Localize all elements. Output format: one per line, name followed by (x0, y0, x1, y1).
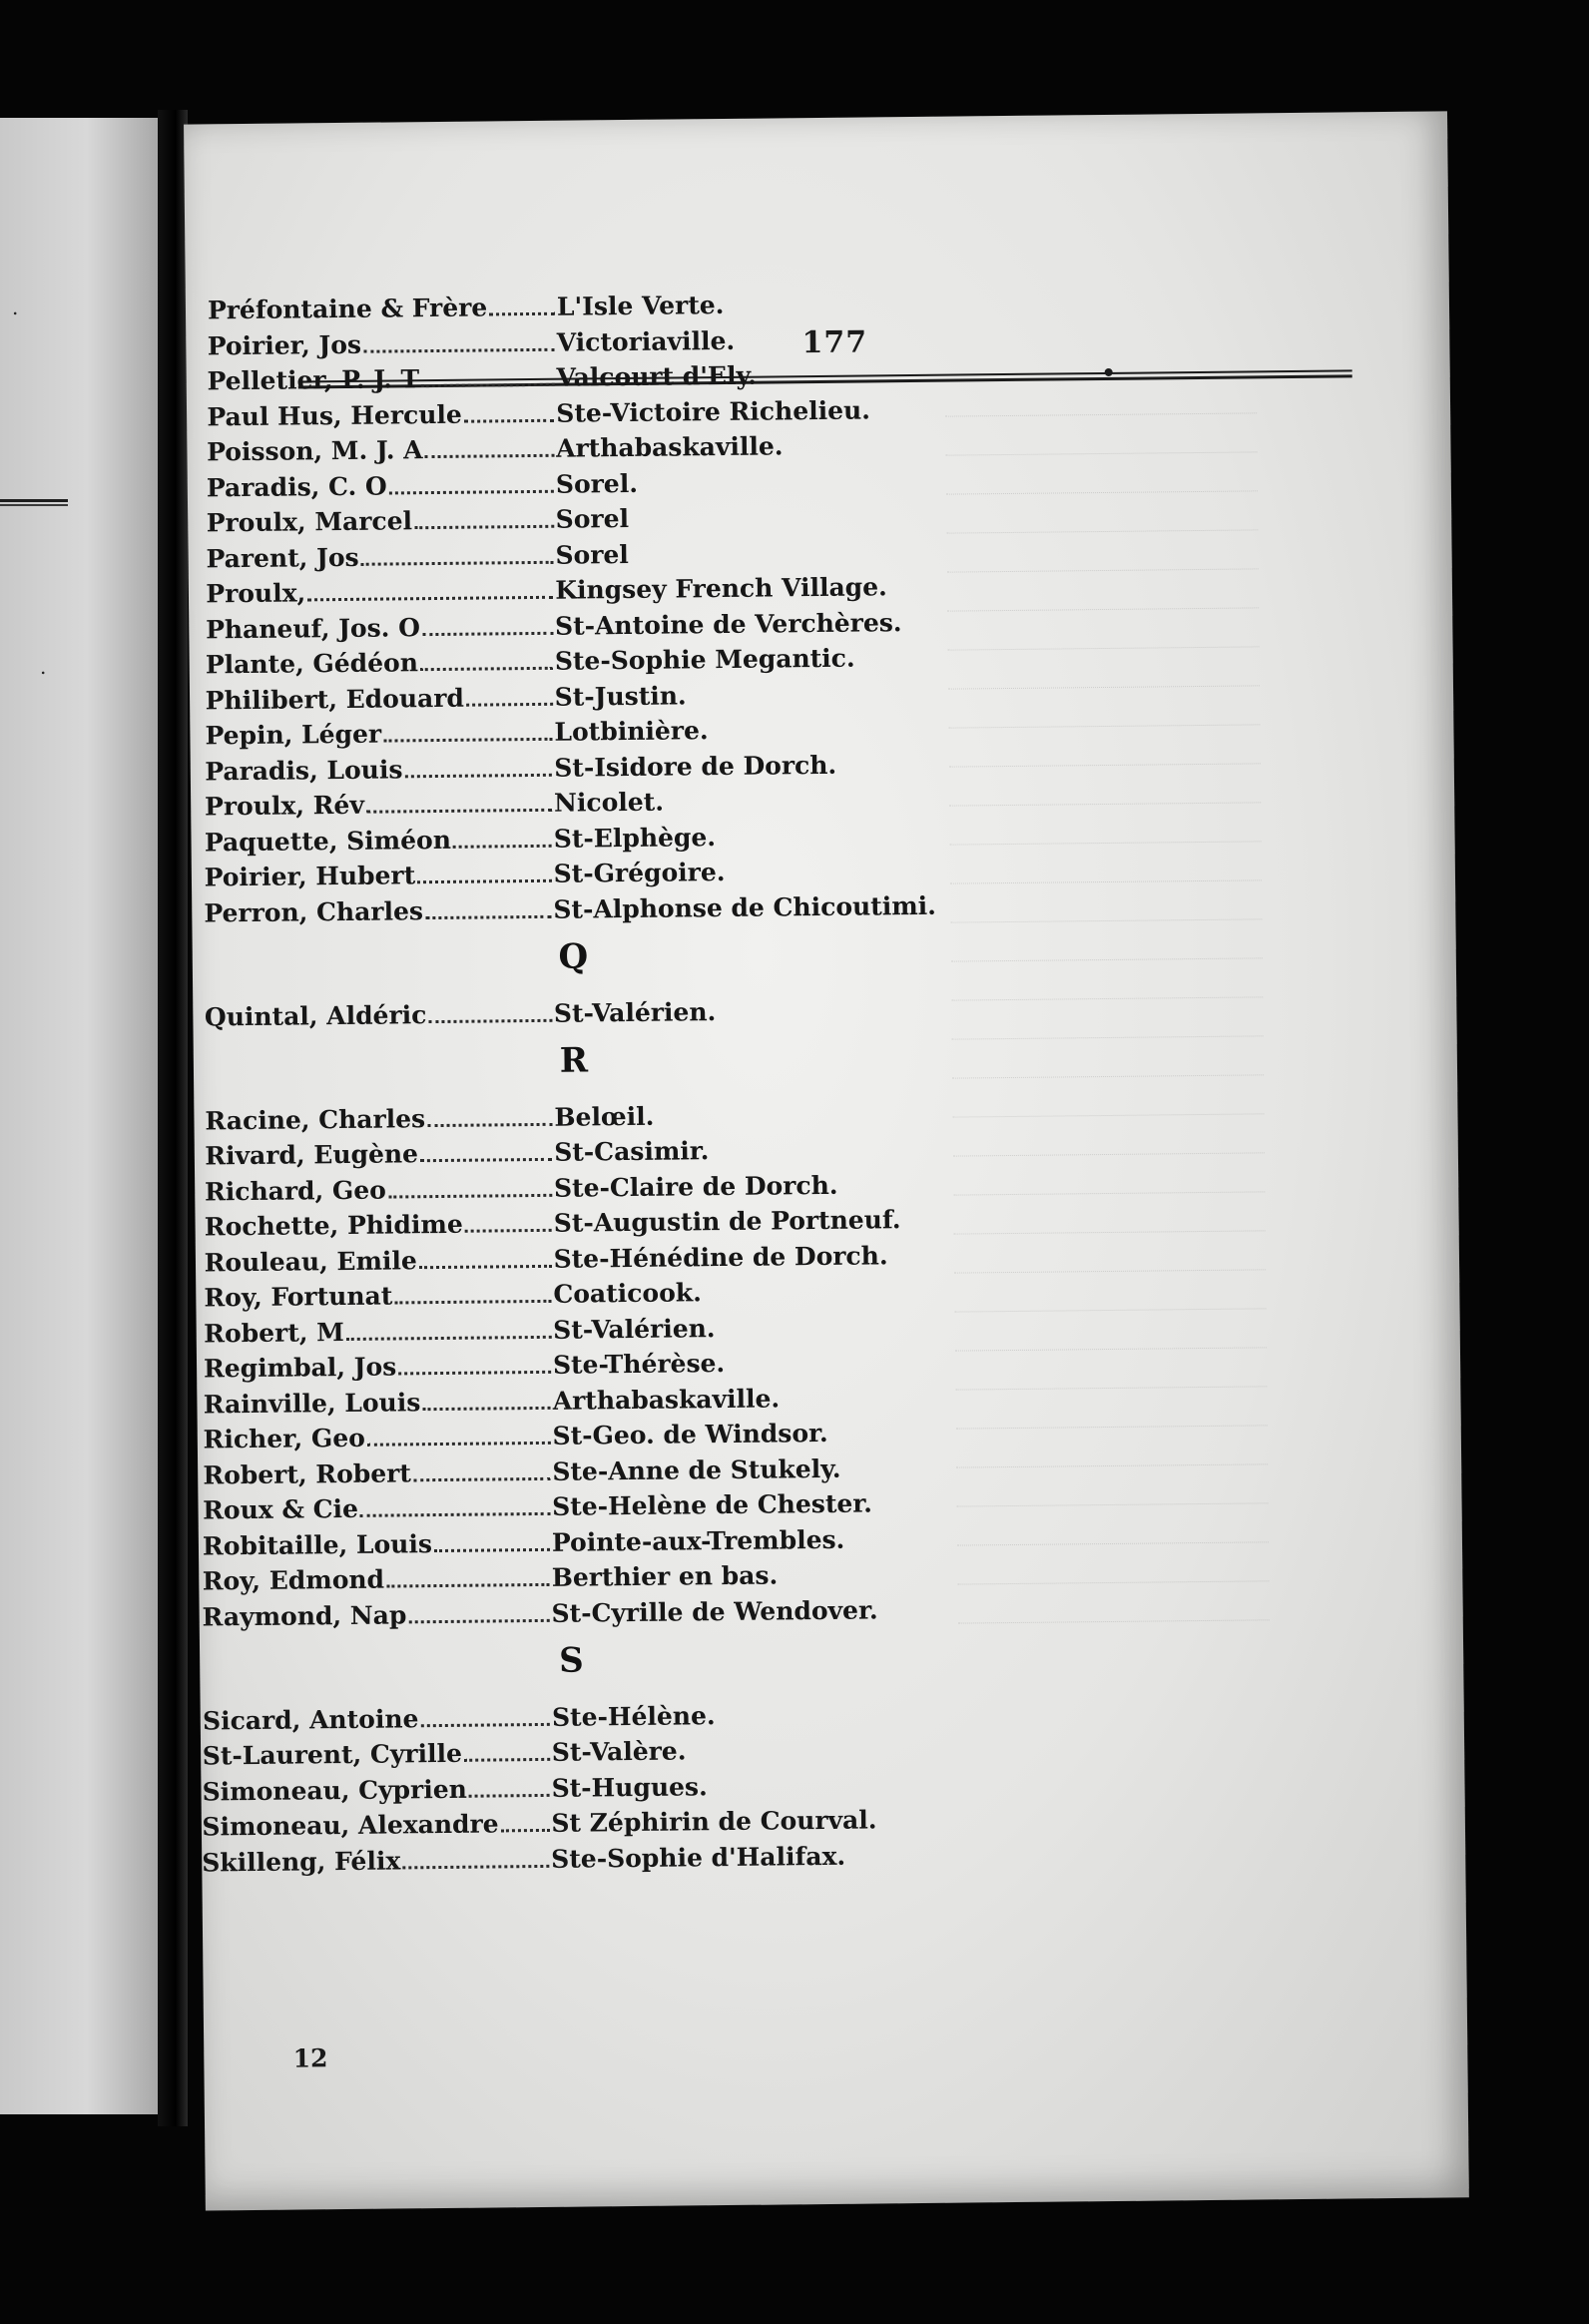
entry-name: Richer, Geo (203, 1423, 366, 1454)
entry-name: Roy, Fortunat (204, 1281, 393, 1313)
entry-place: Sorel (555, 539, 629, 570)
entry-name: Phaneuf, Jos. O (205, 612, 421, 644)
directory-entry (208, 288, 986, 325)
entry-name: Robitaille, Louis (202, 1528, 433, 1561)
entry-name: Paradis, C. O (206, 471, 387, 502)
entry-place: Kingsey French Village. (555, 572, 887, 605)
directory-entry (205, 1133, 983, 1171)
entry-place: St-Augustin de Portneuf. (553, 1205, 901, 1238)
entry-name: Racine, Charles (205, 1103, 426, 1135)
directory-entry (202, 1804, 980, 1842)
dot-leader (453, 844, 552, 848)
dot-leader (307, 596, 553, 602)
dot-leader (398, 1371, 551, 1376)
entry-name: Proulx, Marcel (206, 506, 413, 538)
entry-place: Ste-Sophie Megantic. (554, 643, 855, 676)
directory-entry (203, 1487, 981, 1525)
entry-name: Parent, Jos (206, 542, 359, 573)
directory-entry (203, 1417, 981, 1454)
entry-place: Sorel. (555, 468, 639, 499)
dot-leader (419, 1264, 552, 1268)
show-through (945, 410, 1479, 1813)
directory-entry (207, 394, 985, 432)
entry-name: Rainville, Louis (203, 1387, 421, 1419)
entry-place: St-Valérien. (553, 996, 717, 1028)
dot-leader (465, 1229, 552, 1233)
directory-entry (203, 1698, 981, 1736)
entry-name: Raymond, Nap (202, 1599, 407, 1632)
directory-entry (204, 1240, 982, 1278)
directory-entry (203, 1452, 981, 1490)
dot-leader (421, 383, 554, 387)
page-number: 177 (801, 324, 868, 361)
adjacent-page-rule (0, 499, 68, 506)
entry-name: Simoneau, Alexandre (202, 1809, 499, 1842)
section-letter: S (558, 1640, 584, 1681)
directory-entry (205, 820, 983, 858)
dot-leader (464, 1758, 550, 1762)
entry-place: L'Isle Verte. (556, 290, 725, 321)
entry-place: Ste-Helène de Chester. (551, 1488, 873, 1521)
dot-leader (414, 525, 554, 529)
entry-place: St-Justin. (554, 680, 687, 712)
entry-place: Ste-Hélène. (551, 1700, 716, 1732)
entry-place: Nicolet. (553, 787, 665, 818)
dot-leader (363, 347, 555, 352)
directory-entry (204, 1382, 982, 1420)
entry-name: St-Laurent, Cyrille (202, 1738, 463, 1771)
entry-name: Regimbal, Jos (203, 1352, 397, 1384)
entry-name: Préfontaine & Frère (207, 292, 488, 325)
dot-leader (346, 1335, 551, 1340)
entry-name: Simoneau, Cyprien (202, 1774, 467, 1807)
entry-name: Robert, Robert (203, 1457, 412, 1489)
dot-leader (489, 312, 555, 316)
directory-entry (206, 642, 984, 680)
dot-leader (420, 1158, 552, 1162)
dot-leader (469, 1793, 550, 1797)
directory-page (184, 111, 1469, 2210)
directory-entry (205, 1169, 983, 1207)
entry-place: Ste-Thérèse. (552, 1349, 726, 1380)
dot-leader (366, 809, 552, 814)
dot-leader (425, 454, 555, 458)
directory-entry (202, 1594, 980, 1632)
directory-entry (205, 713, 983, 751)
dot-leader (360, 1512, 550, 1517)
entry-name: Roux & Cie (203, 1493, 359, 1525)
directory-entry (203, 1733, 981, 1771)
dot-leader (386, 1583, 550, 1588)
entry-place: St-Valère. (551, 1736, 687, 1767)
directory-entry (205, 784, 983, 822)
directory-entry (202, 1840, 980, 1878)
directory-entry (202, 1769, 980, 1807)
dot-leader (402, 1864, 549, 1869)
entry-name: Richard, Geo (204, 1175, 387, 1206)
directory-entry (205, 994, 983, 1032)
directory-entry (206, 678, 984, 716)
dot-leader (361, 560, 554, 565)
book-gutter (158, 110, 188, 2126)
entry-place: St-Hugues. (551, 1771, 708, 1803)
dot-leader (413, 1476, 550, 1480)
directory-entry (205, 749, 983, 787)
directory-entry (204, 1346, 982, 1384)
dot-leader (420, 667, 553, 671)
dot-leader (427, 1122, 552, 1126)
entry-place: St Zéphirin de Courval. (551, 1805, 877, 1838)
entry-place: Ste-Hénédine de Dorch. (553, 1240, 888, 1274)
dot-leader (428, 1018, 552, 1022)
entry-place: St-Grégoire. (553, 857, 726, 888)
entry-name: Paradis, Louis (205, 754, 403, 786)
entry-name: Poisson, M. J. A (206, 435, 423, 467)
entry-place: St-Valérien. (553, 1313, 716, 1345)
entry-place: Arthabaskaville. (555, 431, 784, 463)
dot-leader (383, 738, 552, 743)
entry-place: Victoriaville. (556, 325, 736, 357)
entry-name: Pepin, Léger (205, 719, 382, 751)
dot-leader (425, 914, 551, 918)
entry-place: Lotbinière. (554, 716, 709, 747)
dot-leader (501, 1829, 550, 1833)
adjacent-page (0, 118, 158, 2114)
dot-leader (367, 1442, 551, 1447)
dot-leader (408, 1618, 549, 1622)
entry-name: Paquette, Siméon (204, 825, 452, 857)
directory-entry (207, 429, 985, 467)
directory-entry (203, 1558, 981, 1596)
entry-place: St-Geo. de Windsor. (552, 1418, 828, 1451)
directory-entry (207, 500, 985, 538)
dot-leader (420, 1722, 550, 1726)
adjacent-page-mark: . (12, 295, 19, 319)
dot-leader (394, 1300, 551, 1305)
entry-name: Perron, Charles (204, 895, 424, 927)
directory-entry (204, 1311, 982, 1349)
directory-entry (205, 1204, 983, 1242)
entry-place: St-Cyrille de Wendover. (551, 1594, 878, 1628)
entry-name: Poirier, Jos (207, 329, 362, 360)
directory-entry (206, 571, 984, 609)
entry-name: Paul Hus, Hercule (207, 399, 462, 431)
directory-entry (205, 1098, 983, 1136)
dot-leader (404, 773, 552, 778)
entry-place: Sorel (555, 503, 630, 534)
entry-place: Ste-Victoire Richelieu. (556, 394, 871, 428)
entry-name: Proulx, Rév (204, 790, 365, 822)
directory-entry (204, 1275, 982, 1313)
directory-entry (206, 607, 984, 645)
entry-name: Roy, Edmond (202, 1564, 385, 1596)
entry-place: Belœil. (554, 1101, 655, 1132)
directory-entry (207, 465, 985, 503)
entry-place: St-Isidore de Dorch. (554, 750, 837, 783)
adjacent-page-mark: . (40, 655, 47, 679)
section-letter: Q (558, 935, 589, 977)
dot-leader (389, 489, 554, 494)
entry-name: Rochette, Phidime (204, 1209, 463, 1242)
directory-entry (203, 1523, 981, 1561)
dot-leader (422, 631, 553, 635)
entry-place: St-Alphonse de Chicoutimi. (553, 890, 937, 924)
directory-entry (206, 536, 984, 574)
entry-place: Pointe-aux-Trembles. (551, 1524, 845, 1557)
directory-entry (205, 855, 983, 892)
entry-name: Pelletier, P. J. T (207, 364, 420, 396)
entry-name: Plante, Gédéon (205, 648, 419, 680)
entry-place: Arthabaskaville. (552, 1383, 781, 1416)
entry-place: Valcourt d'Ely. (556, 360, 758, 392)
entry-name: Quintal, Aldéric (204, 999, 427, 1031)
entry-place: St-Casimir. (554, 1136, 710, 1167)
directory-entry (207, 358, 985, 396)
entry-place: Ste-Sophie d'Halifax. (551, 1841, 846, 1874)
dot-leader (417, 879, 551, 883)
dot-leader (466, 702, 553, 706)
entry-name: Sicard, Antoine (202, 1703, 419, 1736)
entry-name: Rouleau, Emile (204, 1245, 418, 1277)
ink-dot (1105, 368, 1113, 376)
entry-place: Berthier en bas. (551, 1560, 779, 1592)
entry-place: Coaticook. (553, 1278, 702, 1309)
signature-mark: 12 (292, 2043, 328, 2073)
entry-place: St-Antoine de Verchères. (554, 607, 902, 641)
entry-place: St-Elphège. (553, 822, 717, 854)
dot-leader (388, 1193, 552, 1198)
dot-leader (422, 1406, 550, 1410)
entry-place: Ste-Claire de Dorch. (553, 1170, 838, 1203)
entry-name: Philibert, Edouard (205, 683, 465, 715)
dot-leader (464, 418, 555, 422)
directory-entry (204, 890, 982, 928)
entry-name: Robert, M (204, 1317, 345, 1348)
entry-name: Rivard, Eugène (205, 1139, 419, 1171)
dot-leader (434, 1547, 550, 1551)
entry-name: Proulx, (206, 578, 306, 609)
section-letter: R (559, 1039, 589, 1081)
entry-name: Poirier, Hubert (204, 861, 416, 892)
entry-name: Skilleng, Félix (202, 1845, 401, 1878)
entry-place: Ste-Anne de Stukely. (552, 1453, 841, 1486)
